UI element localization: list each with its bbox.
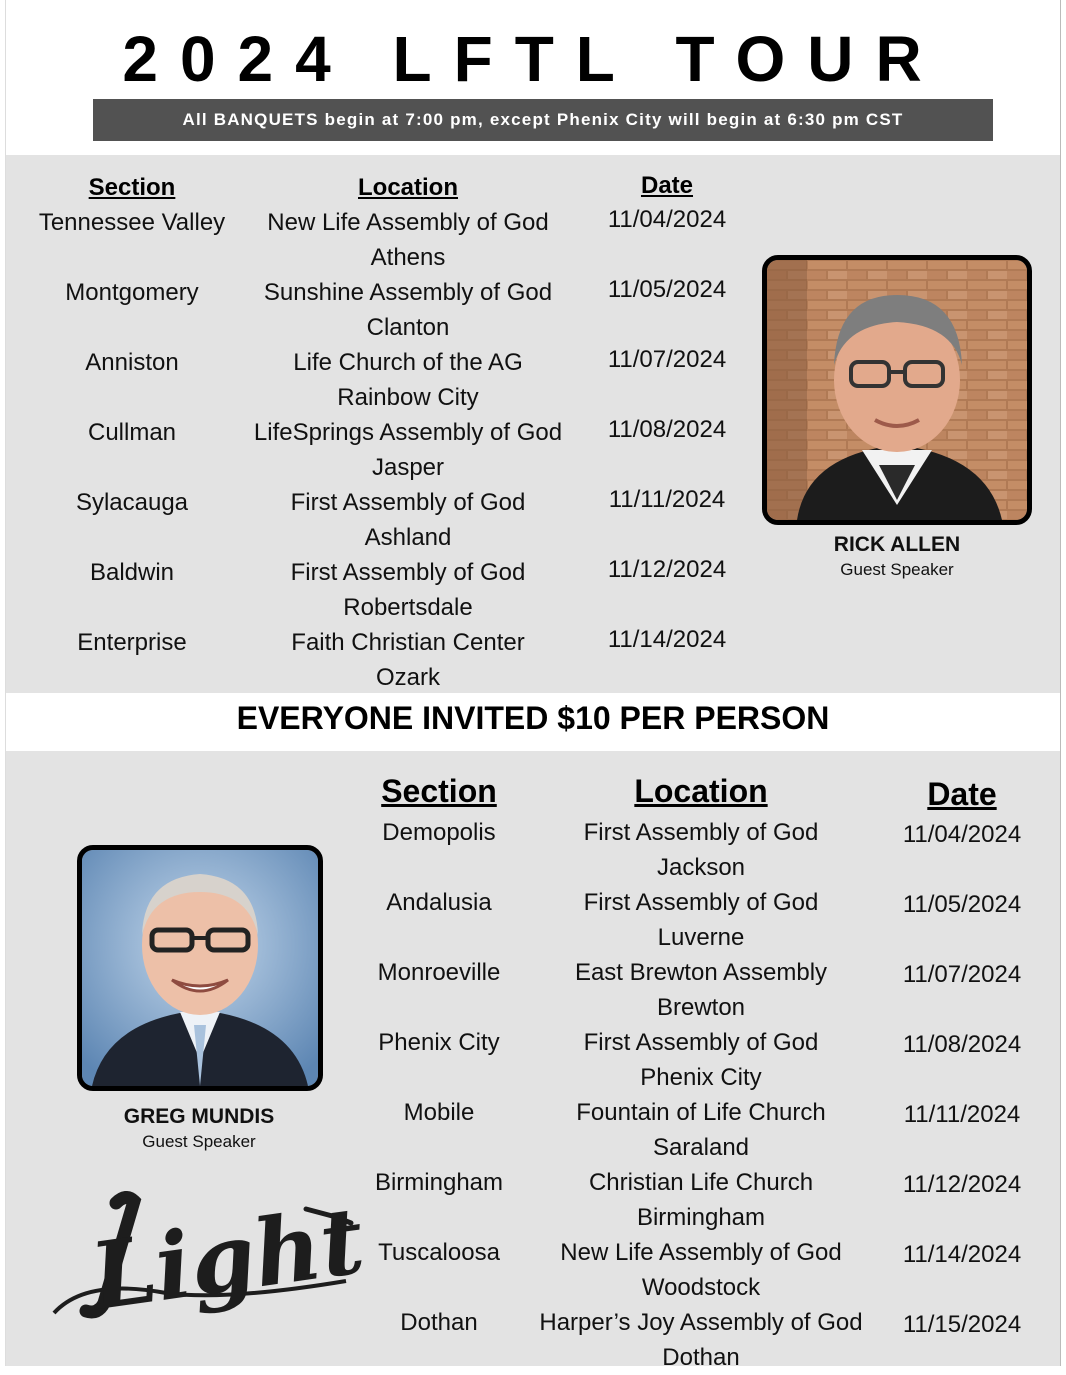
row-date: 11/08/2024 xyxy=(607,416,727,443)
row-section: Anniston xyxy=(85,349,179,376)
row-church: Fountain of Life Church xyxy=(576,1099,826,1126)
tour-panel-rick-allen xyxy=(6,155,1060,693)
row-church: Life Church of the AG xyxy=(293,349,523,376)
row-section: Demopolis xyxy=(382,819,496,846)
row-city: Birmingham xyxy=(636,1204,766,1231)
row-date: 11/07/2024 xyxy=(607,346,727,373)
greg-mundis-photo xyxy=(77,845,323,1091)
rick-allen-photo xyxy=(762,255,1032,525)
speaker-name: RICK ALLEN xyxy=(833,533,961,556)
row-city: Saraland xyxy=(652,1134,750,1161)
page-title: 2024 LFTL TOUR xyxy=(122,23,944,95)
row-city: Clanton xyxy=(366,314,450,341)
row-city: Ashland xyxy=(364,524,452,551)
row-church: LifeSprings Assembly of God xyxy=(253,419,563,446)
row-section: Sylacauga xyxy=(75,489,189,516)
row-section: Enterprise xyxy=(77,629,187,656)
logo-text: Light xyxy=(84,1186,366,1332)
speaker-name: GREG MUNDIS xyxy=(123,1105,275,1128)
row-city: Dothan xyxy=(662,1344,740,1371)
row-date: 11/05/2024 xyxy=(607,276,727,303)
location-header: Location xyxy=(634,773,768,809)
tour-panel-greg-mundis xyxy=(6,751,1060,1371)
speaker-role: Guest Speaker xyxy=(142,1132,256,1151)
row-section: Cullman xyxy=(87,419,177,446)
row-city: Phenix City xyxy=(640,1064,762,1091)
row-church: New Life Assembly of God xyxy=(560,1239,842,1266)
row-date: 11/12/2024 xyxy=(902,1171,1022,1198)
row-city: Jasper xyxy=(371,454,445,481)
row-church: East Brewton Assembly xyxy=(574,959,828,986)
row-section: Andalusia xyxy=(386,889,492,916)
section-header: Section xyxy=(381,773,497,809)
row-church: First Assembly of God xyxy=(290,559,526,586)
date-header: Date xyxy=(640,172,694,199)
row-date: 11/11/2024 xyxy=(903,1101,1021,1128)
row-church: First Assembly of God xyxy=(290,489,526,516)
row-church: First Assembly of God xyxy=(583,889,819,916)
row-date: 11/04/2024 xyxy=(902,821,1022,848)
row-city: Brewton xyxy=(656,994,746,1021)
row-date: 11/04/2024 xyxy=(607,206,727,233)
portrait-icon xyxy=(82,850,318,1086)
date-header: Date xyxy=(927,776,997,812)
row-section: Tennessee Valley xyxy=(38,209,226,236)
portrait-icon xyxy=(767,260,1027,520)
invite-pricing: EVERYONE INVITED $10 PER PERSON xyxy=(236,700,830,736)
row-section: Birmingham xyxy=(374,1169,504,1196)
row-section: Phenix City xyxy=(378,1029,500,1056)
row-church: New Life Assembly of God xyxy=(267,209,549,236)
flyer-page xyxy=(5,0,1061,1371)
row-church: First Assembly of God xyxy=(583,819,819,846)
row-city: Robertsdale xyxy=(343,594,473,621)
row-section: Mobile xyxy=(403,1099,475,1126)
row-date: 11/05/2024 xyxy=(902,891,1022,918)
row-church: Christian Life Church xyxy=(588,1169,814,1196)
row-date: 11/08/2024 xyxy=(902,1031,1022,1058)
row-church: First Assembly of God xyxy=(583,1029,819,1056)
row-date: 11/14/2024 xyxy=(902,1241,1022,1268)
light-logo xyxy=(46,1183,366,1333)
row-section: Dothan xyxy=(400,1309,478,1336)
row-city: Athens xyxy=(370,244,446,271)
row-section: Baldwin xyxy=(89,559,175,586)
row-date: 11/12/2024 xyxy=(607,556,727,583)
row-city: Jackson xyxy=(656,854,746,881)
row-city: Rainbow City xyxy=(337,384,479,411)
row-city: Luverne xyxy=(657,924,745,951)
row-date: 11/14/2024 xyxy=(607,626,727,653)
row-section: Montgomery xyxy=(65,279,199,306)
speaker-role: Guest Speaker xyxy=(840,560,954,579)
row-city: Ozark xyxy=(375,664,440,691)
row-city: Woodstock xyxy=(641,1274,761,1301)
row-church: Sunshine Assembly of God xyxy=(263,279,553,306)
section-header: Section xyxy=(88,174,176,201)
location-header: Location xyxy=(358,174,458,201)
row-section: Tuscaloosa xyxy=(378,1239,500,1266)
row-date: 11/11/2024 xyxy=(608,486,726,513)
row-church: Harper’s Joy Assembly of God xyxy=(539,1309,863,1336)
row-church: Faith Christian Center xyxy=(291,629,525,656)
banquet-time-banner: All BANQUETS begin at 7:00 pm, except Phenix City will begin at 6:30 pm CST xyxy=(93,99,993,141)
row-section: Monroeville xyxy=(377,959,501,986)
row-date: 11/07/2024 xyxy=(902,961,1022,988)
light-script-icon xyxy=(46,1183,366,1333)
row-date: 11/15/2024 xyxy=(902,1311,1022,1338)
